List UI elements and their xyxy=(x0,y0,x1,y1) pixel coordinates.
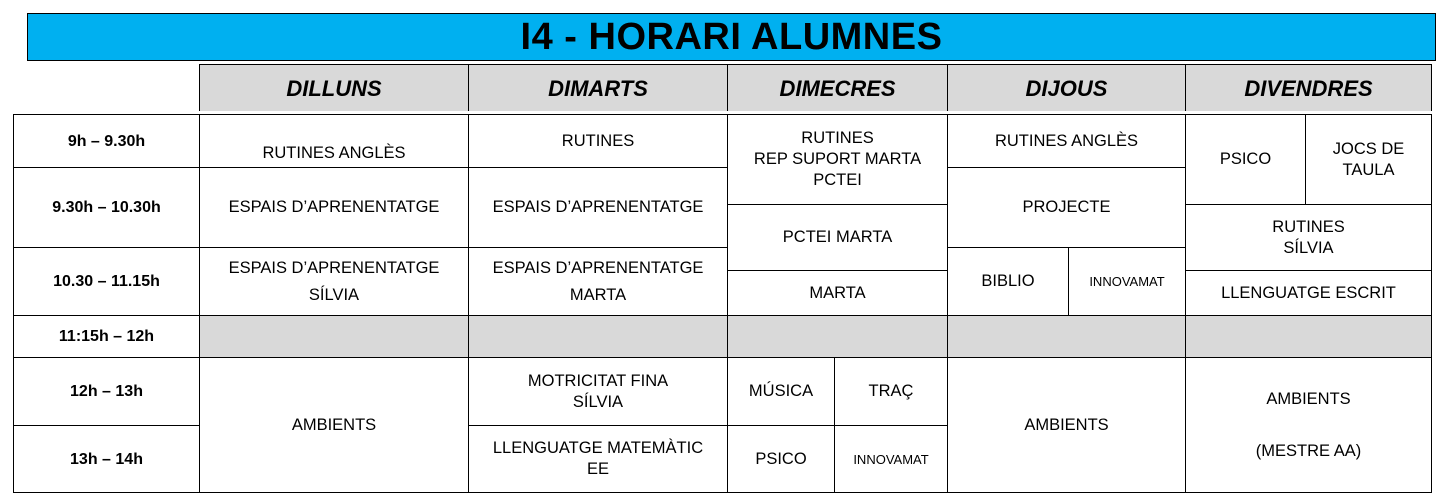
thursday-break xyxy=(947,315,1185,357)
monday-ambients: AMBIENTS xyxy=(199,357,468,493)
page-title: I4 - HORARI ALUMNES xyxy=(27,13,1436,61)
tuesday-break xyxy=(468,315,727,357)
thursday-slot-1: RUTINES ANGLÈS xyxy=(947,114,1185,167)
wednesday-slot-3: MARTA xyxy=(727,270,947,315)
friday-slot-1a: PSICO xyxy=(1185,114,1305,204)
day-header-monday: DILLUNS xyxy=(199,64,468,111)
thursday-ambients: AMBIENTS xyxy=(947,357,1185,493)
wednesday-slot-1: RUTINES REP SUPORT MARTA PCTEI xyxy=(727,114,947,204)
wednesday-slot-6a: PSICO xyxy=(727,425,834,493)
tuesday-slot-2: ESPAIS D’APRENENTATGE xyxy=(468,167,727,247)
day-header-wednesday: DIMECRES xyxy=(727,64,947,111)
tuesday-slot-3: ESPAIS D’APRENENTATGE MARTA xyxy=(468,247,727,315)
time-slot-2: 9.30h – 10.30h xyxy=(13,167,199,247)
friday-ambients: AMBIENTS (MESTRE AA) xyxy=(1185,357,1432,493)
wednesday-slot-2: PCTEI MARTA xyxy=(727,204,947,270)
wednesday-slot-5a: MÚSICA xyxy=(727,357,834,425)
time-slot-1: 9h – 9.30h xyxy=(13,114,199,167)
monday-slot-3: ESPAIS D’APRENENTATGE SÍLVIA xyxy=(199,247,468,315)
friday-slot-3: LLENGUATGE ESCRIT xyxy=(1185,270,1432,315)
thursday-slot-2: PROJECTE xyxy=(947,167,1185,247)
time-slot-3: 10.30 – 11.15h xyxy=(13,247,199,315)
day-header-friday: DIVENDRES xyxy=(1185,64,1432,111)
friday-break xyxy=(1185,315,1432,357)
day-header-thursday: DIJOUS xyxy=(947,64,1185,111)
friday-slot-2: RUTINES SÍLVIA xyxy=(1185,204,1432,270)
time-slot-4: 11:15h – 12h xyxy=(13,315,199,357)
thursday-slot-3a: BIBLIO xyxy=(947,247,1068,315)
tuesday-slot-5: MOTRICITAT FINA SÍLVIA xyxy=(468,357,727,425)
wednesday-slot-6b: INNOVAMAT xyxy=(834,425,947,493)
friday-slot-1b: JOCS DE TAULA xyxy=(1305,114,1432,204)
day-header-tuesday: DIMARTS xyxy=(468,64,727,111)
tuesday-slot-1: RUTINES xyxy=(468,114,727,167)
thursday-slot-3b: INNOVAMAT xyxy=(1068,247,1185,315)
time-slot-6: 13h – 14h xyxy=(13,425,199,493)
tuesday-slot-6: LLENGUATGE MATEMÀTIC EE xyxy=(468,425,727,493)
monday-slot-1: RUTINES ANGLÈS xyxy=(199,114,468,167)
time-slot-5: 12h – 13h xyxy=(13,357,199,425)
monday-break xyxy=(199,315,468,357)
wednesday-slot-5b: TRAÇ xyxy=(834,357,947,425)
monday-slot-2: ESPAIS D’APRENENTATGE xyxy=(199,167,468,247)
wednesday-break xyxy=(727,315,947,357)
